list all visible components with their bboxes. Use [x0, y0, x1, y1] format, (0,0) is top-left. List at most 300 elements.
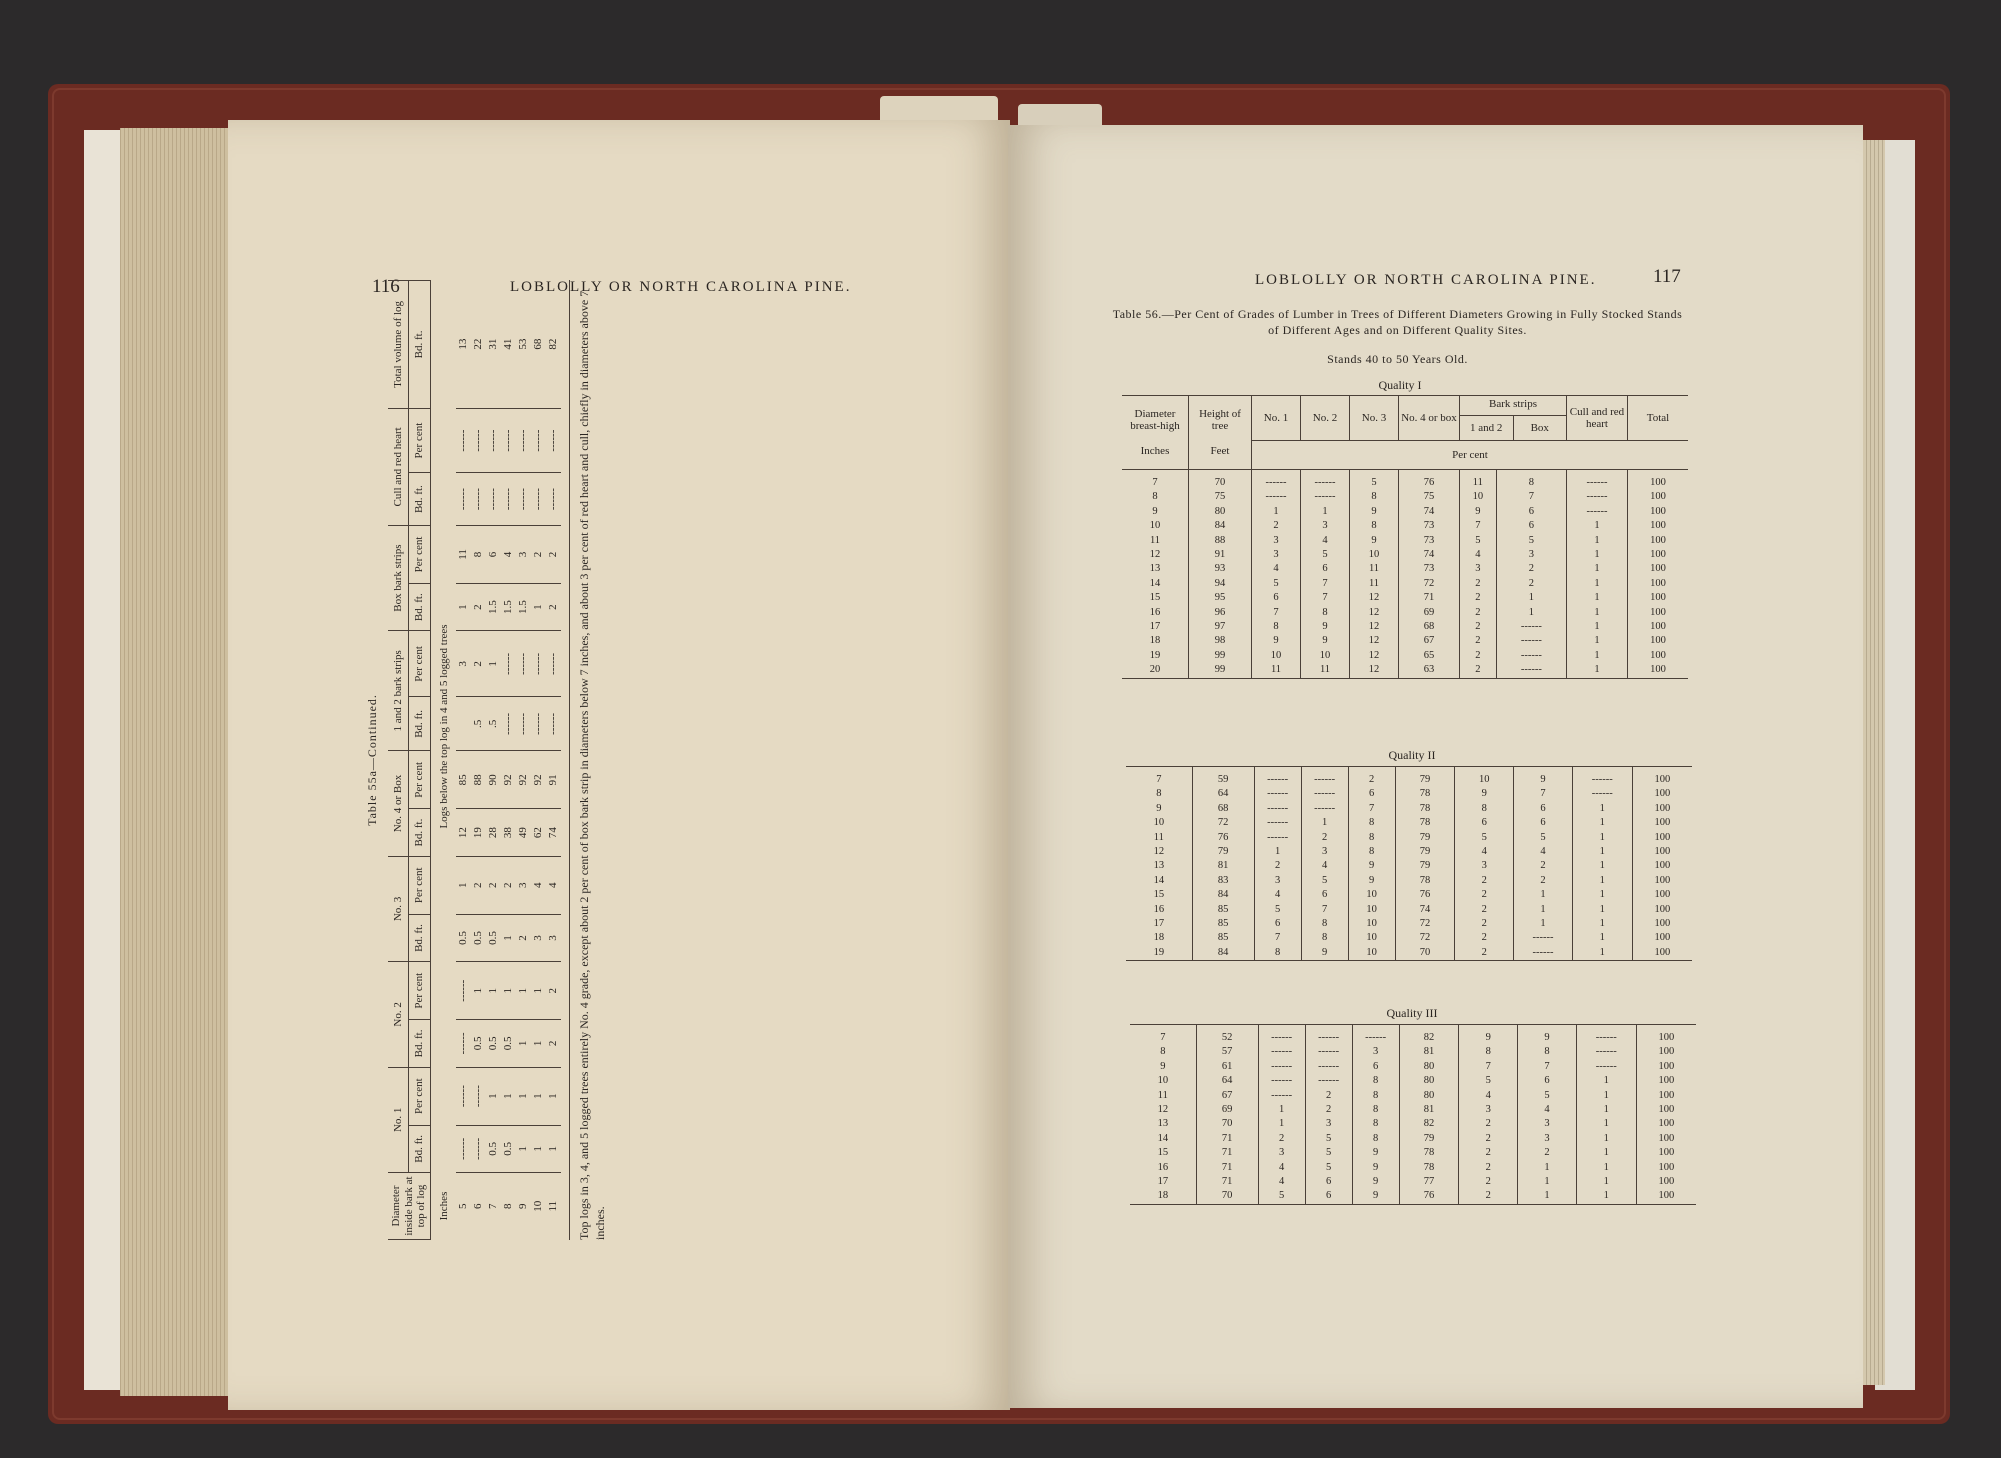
table-cell: 100 [1628, 505, 1689, 519]
table-cell: 91 [546, 751, 561, 809]
table-cell: 8 [1352, 1117, 1399, 1131]
table-cell: 8 [1301, 606, 1350, 620]
table-cell: 79 [1399, 1132, 1459, 1146]
table-cell: 1 [501, 1067, 516, 1125]
table-row [1122, 606, 1688, 620]
table-cell: 9 [1455, 787, 1514, 801]
table-cell: 8 [1352, 1089, 1399, 1103]
left-page-block [120, 128, 240, 1396]
table-cell: 7 [1514, 787, 1573, 801]
table-cell: 17 [1157, 1176, 1169, 1188]
table-cell: ------ [546, 631, 561, 697]
table-cell: 1 [531, 1020, 546, 1067]
table-cell: 8 [1348, 816, 1395, 830]
col-bark12: 1 and 2 bark strips [388, 631, 409, 751]
table-cell: 2 [1514, 874, 1573, 888]
table-cell: ------ [471, 473, 486, 526]
table-cell: 5 [1258, 1189, 1305, 1204]
table-cell: 6 [1301, 888, 1348, 902]
table-cell: 76 [1399, 470, 1460, 491]
table-row [1130, 1089, 1696, 1103]
table-cell: 6 [1305, 1175, 1352, 1189]
table-cell: 70 [1189, 470, 1252, 491]
table-cell: 10 [1348, 903, 1395, 917]
table-cell: 8 [1455, 802, 1514, 816]
table-cell: 1 [456, 584, 471, 631]
table-cell: ------ [1301, 470, 1350, 491]
table-cell: 10 [1350, 548, 1399, 562]
table-cell: 82 [1399, 1025, 1459, 1046]
table-cell: 8 [1156, 788, 1162, 800]
table-cell: ------ [1254, 831, 1301, 845]
running-title-right: LOBLOLLY OR NORTH CAROLINA PINE. [1255, 272, 1597, 288]
table-cell: ------ [1258, 1025, 1305, 1046]
table-cell: 2 [486, 856, 501, 914]
table-cell: 5 [1301, 874, 1348, 888]
table-row [1126, 787, 1692, 801]
table-cell: 6 [1496, 505, 1566, 519]
table-cell: 2 [1348, 767, 1395, 788]
table-cell: ------ [1305, 1025, 1352, 1046]
table-cell: 18 [1157, 1190, 1169, 1202]
table-cell: 100 [1628, 519, 1689, 533]
table-cell: 100 [1632, 931, 1692, 945]
table-cell: 1 [1496, 591, 1566, 605]
table-cell: 1.5 [486, 584, 501, 631]
table-cell: 74 [546, 809, 561, 856]
table-cell: 10 [1455, 767, 1514, 788]
rotated-table-block [365, 280, 695, 1240]
table-cell: 78 [1395, 787, 1455, 801]
head-box: Box [1530, 421, 1549, 434]
table-cell: 8 [1254, 946, 1301, 961]
table-cell: 1 [546, 1067, 561, 1125]
table-cell: 9 [1352, 1189, 1399, 1204]
table-cell: 1 [1572, 917, 1632, 931]
table-cell: 2 [1460, 620, 1497, 634]
table-cell: 57 [1196, 1045, 1258, 1059]
table-cell: 100 [1636, 1045, 1696, 1059]
table-cell: 69 [1399, 606, 1460, 620]
table-cell: 10 [1252, 649, 1301, 663]
head-no1: No. 1 [1252, 396, 1301, 441]
head-bark [1460, 396, 1567, 441]
table-cell: 3 [1518, 1132, 1577, 1146]
table-cell: ------ [471, 1125, 486, 1172]
table-cell: 49 [516, 809, 531, 856]
table-cell: 70 [1196, 1189, 1258, 1204]
table-cell: 2 [1252, 519, 1301, 533]
table-cell: 4 [531, 856, 546, 914]
table-row [1122, 490, 1688, 504]
table-cell: 2 [1258, 1132, 1305, 1146]
table-cell: 92 [516, 751, 531, 809]
table-cell: 73 [1399, 519, 1460, 533]
table-cell: 1 [1567, 649, 1628, 663]
table-cell: ------ [1301, 490, 1350, 504]
table-row [516, 281, 531, 1240]
table-cell: 2 [501, 856, 516, 914]
table-cell: 8 [1350, 490, 1399, 504]
table-cell: 1 [1576, 1117, 1636, 1131]
table-cell: 5 [1514, 831, 1573, 845]
table-cell: 76 [1395, 888, 1455, 902]
table-cell: 7 [1301, 903, 1348, 917]
table-cell: 100 [1628, 534, 1689, 548]
table-cell: 9 [1301, 620, 1350, 634]
table-cell: 12 [1350, 634, 1399, 648]
table-cell: 100 [1632, 917, 1692, 931]
table-cell: 78 [1399, 1146, 1459, 1160]
table-cell: ------ [1576, 1060, 1636, 1074]
table-cell: 4 [1252, 562, 1301, 576]
table-cell: 100 [1632, 787, 1692, 801]
table-row [1122, 548, 1688, 562]
page-number-left: 116 [372, 276, 400, 297]
table-cell: ------ [1514, 931, 1573, 945]
table-cell: ------ [501, 408, 516, 473]
sub-pct: Per cent [409, 856, 431, 914]
table-cell: 6 [1514, 802, 1573, 816]
table-cell: 2 [1496, 577, 1566, 591]
table-cell: 100 [1632, 903, 1692, 917]
col-no1: No. 1 [388, 1067, 409, 1172]
table-cell: 2 [1459, 1189, 1518, 1204]
table-cell: 9 [1350, 534, 1399, 548]
table-cell: 13 [456, 281, 471, 409]
table-cell: 75 [1399, 490, 1460, 504]
table-cell: 2 [516, 914, 531, 961]
table-cell: 2 [1455, 917, 1514, 931]
table-cell: 1 [1572, 845, 1632, 859]
sub-bdft: Bd. ft. [409, 1020, 431, 1067]
table-cell: 100 [1628, 548, 1689, 562]
table-cell: 73 [1399, 534, 1460, 548]
table-cell: 1.5 [516, 584, 531, 631]
table-cell: 3 [531, 914, 546, 961]
table-row [1122, 505, 1688, 519]
table-cell: ------ [1258, 1089, 1305, 1103]
table-cell: ------ [456, 408, 471, 473]
sub-bdft: Bd. ft. [409, 584, 431, 631]
table-cell: 65 [1399, 649, 1460, 663]
table-cell: 10 [1348, 917, 1395, 931]
table-cell: ------ [1567, 505, 1628, 519]
table-cell: 2 [1514, 859, 1573, 873]
table-cell: 12 [1350, 606, 1399, 620]
table-cell: 6 [1514, 816, 1573, 830]
table-cell: 70 [1395, 946, 1455, 961]
table-cell: 41 [501, 281, 516, 409]
page-number-right: 117 [1653, 266, 1681, 287]
table-cell: 2 [1455, 888, 1514, 902]
table-cell: 0.5 [471, 914, 486, 961]
table-cell: 96 [1189, 606, 1252, 620]
table-cell: 13 [1157, 1118, 1169, 1130]
table-cell: 53 [516, 281, 531, 409]
table-cell: 4 [1460, 548, 1497, 562]
table-cell: 90 [486, 751, 501, 809]
table-cell: 1 [1572, 874, 1632, 888]
table-cell: 12 [1350, 663, 1399, 678]
table-cell: ------ [1254, 802, 1301, 816]
table-cell: ------ [501, 697, 516, 751]
table-cell: 1 [1572, 946, 1632, 961]
table-row [1122, 620, 1688, 634]
table-cell: 8 [501, 1203, 514, 1209]
table-cell: 100 [1632, 888, 1692, 902]
table-cell: 1 [1576, 1161, 1636, 1175]
table-cell: 2 [1455, 874, 1514, 888]
table-56-quality-1 [1122, 395, 1688, 679]
table-cell: 1 [1254, 845, 1301, 859]
table-cell: 9 [1152, 505, 1158, 517]
table-cell: 6 [1254, 917, 1301, 931]
table-cell: 62 [531, 809, 546, 856]
table-cell: ------ [501, 631, 516, 697]
table-cell: 1 [1572, 816, 1632, 830]
table-row [1122, 663, 1688, 678]
table-cell: 3 [516, 856, 531, 914]
table-cell: 12 [1157, 1104, 1169, 1116]
table-cell: 5 [1518, 1089, 1577, 1103]
table-cell: 0.5 [486, 914, 501, 961]
table-cell: ------ [531, 631, 546, 697]
table-cell: 100 [1636, 1025, 1696, 1046]
col-no3: No. 3 [388, 856, 409, 961]
table-cell: 2 [1496, 562, 1566, 576]
table-cell: 2 [1459, 1146, 1518, 1160]
table-cell: 100 [1632, 845, 1692, 859]
table-cell: 4 [546, 856, 561, 914]
table-cell: 19 [1149, 649, 1161, 661]
table-cell: 100 [1628, 470, 1689, 491]
table-cell: 8 [1160, 1046, 1166, 1058]
table-cell: 2 [1460, 577, 1497, 591]
table-cell: ------ [1305, 1074, 1352, 1088]
table-cell: 100 [1632, 831, 1692, 845]
table-cell: 11 [1252, 663, 1301, 678]
table-row [1130, 1161, 1696, 1175]
table-cell: 100 [1636, 1117, 1696, 1131]
table-cell: 100 [1628, 634, 1689, 648]
table-cell: 92 [501, 751, 516, 809]
table-cell: 8 [1459, 1045, 1518, 1059]
table-cell: 0.5 [486, 1125, 501, 1172]
head-total: Total [1628, 396, 1689, 441]
table-cell: 100 [1632, 874, 1692, 888]
table-cell: 9 [1156, 802, 1162, 814]
table-cell: 11 [1153, 831, 1164, 843]
table-56-caption: Table 56.—Per Cent of Grades of Lumber in Trees of Different Diameters Growing in Fully Stocked Stands of Different Ages and on Different Quality Sites. [1112, 307, 1683, 337]
table-cell: 6 [1301, 562, 1350, 576]
table-cell: 2 [1518, 1146, 1577, 1160]
table-cell: 59 [1192, 767, 1254, 788]
table-cell: 100 [1628, 577, 1689, 591]
head-feet: Feet [1210, 444, 1230, 457]
table-cell: 14 [1153, 874, 1165, 886]
table-cell: 31 [486, 281, 501, 409]
table-cell: 1 [531, 1125, 546, 1172]
table-cell: 10 [1157, 1075, 1169, 1087]
table-cell: 64 [1196, 1074, 1258, 1088]
table-cell: 1 [1567, 620, 1628, 634]
table-cell: 3 [1252, 548, 1301, 562]
table-cell: 71 [1196, 1175, 1258, 1189]
table-cell: 1 [1572, 888, 1632, 902]
table-cell: 15 [1157, 1147, 1169, 1159]
table-cell: 100 [1628, 649, 1689, 663]
table-cell: 67 [1196, 1089, 1258, 1103]
table-cell: 1 [1518, 1189, 1577, 1204]
table-cell: 12 [456, 809, 471, 856]
table-cell: 1 [1576, 1189, 1636, 1204]
table-cell: 74 [1395, 903, 1455, 917]
table-cell: 2 [531, 525, 546, 583]
col-no2: No. 2 [388, 962, 409, 1067]
table-cell: 1 [531, 962, 546, 1020]
table-cell: ------ [1301, 787, 1348, 801]
table-row [1126, 859, 1692, 873]
table-row [1126, 946, 1692, 961]
table-cell: 80 [1399, 1089, 1459, 1103]
table-cell: 0.5 [501, 1020, 516, 1067]
table-cell: 6 [1518, 1074, 1577, 1088]
table-cell: 1 [546, 1125, 561, 1172]
col-diameter: Diameter inside bark at top of log [388, 1173, 430, 1240]
table-cell: 10 [1348, 888, 1395, 902]
table-cell: 3 [516, 525, 531, 583]
table-cell: 5 [1350, 470, 1399, 491]
table-cell: 4 [501, 525, 516, 583]
head-percent: Per cent [1252, 441, 1689, 470]
table-56-quality-3 [1130, 1024, 1696, 1205]
table-cell: 85 [1192, 931, 1254, 945]
table-cell: ------ [1254, 787, 1301, 801]
table-cell: 2 [546, 1020, 561, 1067]
table-cell: 3 [1252, 534, 1301, 548]
table-row [1122, 519, 1688, 533]
table-cell: 1 [1258, 1103, 1305, 1117]
table-row [1126, 816, 1692, 830]
table-cell: 100 [1628, 591, 1689, 605]
table-cell: 100 [1636, 1074, 1696, 1088]
table-cell: ------ [1301, 767, 1348, 788]
table-row [531, 281, 546, 1240]
table-cell: 4 [1459, 1089, 1518, 1103]
table-cell: 4 [1301, 534, 1350, 548]
table-cell: 1 [1514, 903, 1573, 917]
table-cell: 71 [1196, 1161, 1258, 1175]
table-cell: 100 [1636, 1189, 1696, 1204]
table-cell: 9 [1348, 874, 1395, 888]
table-cell: 95 [1189, 591, 1252, 605]
table-cell: 5 [1305, 1161, 1352, 1175]
table-cell: 78 [1395, 874, 1455, 888]
table-cell: 2 [1305, 1103, 1352, 1117]
table-cell: 10 [531, 1200, 544, 1212]
table-cell: 11 [1350, 562, 1399, 576]
table-cell: ------ [1567, 470, 1628, 491]
table-cell: 1 [1252, 505, 1301, 519]
table-cell: 3 [1254, 874, 1301, 888]
head-diameter [1122, 396, 1189, 470]
table-cell: 8 [1348, 845, 1395, 859]
table-cell: 73 [1399, 562, 1460, 576]
table-row [1122, 562, 1688, 576]
table-cell: 7 [1459, 1060, 1518, 1074]
table-cell: 11 [456, 525, 471, 583]
table-cell: 1 [1572, 931, 1632, 945]
table-cell: ------ [1258, 1045, 1305, 1059]
table-cell: 4 [1258, 1175, 1305, 1189]
table-cell: 13 [1149, 563, 1161, 575]
running-title-left: LOBLOLLY OR NORTH CAROLINA PINE. [510, 279, 852, 295]
table-cell: 68 [1399, 620, 1460, 634]
table-cell: 7 [1252, 606, 1301, 620]
table-cell: 7 [1496, 490, 1566, 504]
table-cell: 100 [1628, 490, 1689, 504]
table-cell: 2 [471, 856, 486, 914]
table-cell: 0.5 [501, 1125, 516, 1172]
table-cell: 13 [1153, 860, 1165, 872]
table-cell: 6 [1252, 591, 1301, 605]
table-cell: ------ [1496, 620, 1566, 634]
table-cell: ------ [456, 1020, 471, 1067]
table-cell: 61 [1196, 1060, 1258, 1074]
table-cell: 10 [1301, 649, 1350, 663]
table-cell: 88 [1189, 534, 1252, 548]
table-cell: 14 [1157, 1132, 1169, 1144]
table-cell: 100 [1636, 1103, 1696, 1117]
table-cell: 78 [1399, 1161, 1459, 1175]
table-cell: 3 [456, 631, 471, 697]
table-cell: 81 [1399, 1045, 1459, 1059]
table-cell: 2 [1459, 1175, 1518, 1189]
table-cell: 72 [1395, 931, 1455, 945]
table-cell: ------ [531, 408, 546, 473]
table-cell [456, 697, 471, 751]
table-cell: 7 [1348, 802, 1395, 816]
sub-pct: Per cent [409, 751, 431, 809]
table-cell: 99 [1189, 663, 1252, 678]
table-cell: 79 [1192, 845, 1254, 859]
table-cell: 2 [546, 962, 561, 1020]
table-cell: 9 [1352, 1175, 1399, 1189]
table-55a [388, 280, 561, 1240]
table-cell: ------ [1352, 1025, 1399, 1046]
table-cell: 78 [1395, 802, 1455, 816]
table-cell: 3 [1518, 1117, 1577, 1131]
table-cell: 100 [1632, 816, 1692, 830]
table-cell: 3 [1496, 548, 1566, 562]
table-cell: 10 [1460, 490, 1497, 504]
col-total: Total volume of log [388, 281, 409, 409]
head-no4: No. 4 or box [1399, 396, 1460, 441]
sub-bdft: Bd. ft. [409, 914, 431, 961]
table-cell: 2 [1459, 1161, 1518, 1175]
table-cell: 72 [1192, 816, 1254, 830]
table-cell: 82 [1399, 1117, 1459, 1131]
table-cell: 38 [501, 809, 516, 856]
table-cell: 14 [1149, 577, 1161, 589]
table-cell: 0.5 [486, 1020, 501, 1067]
table-cell: ------ [1305, 1045, 1352, 1059]
table-cell: 6 [1455, 816, 1514, 830]
table-cell: ------ [1258, 1060, 1305, 1074]
head-cull: Cull and red heart [1567, 396, 1628, 441]
table-56-quality-2 [1126, 766, 1692, 961]
